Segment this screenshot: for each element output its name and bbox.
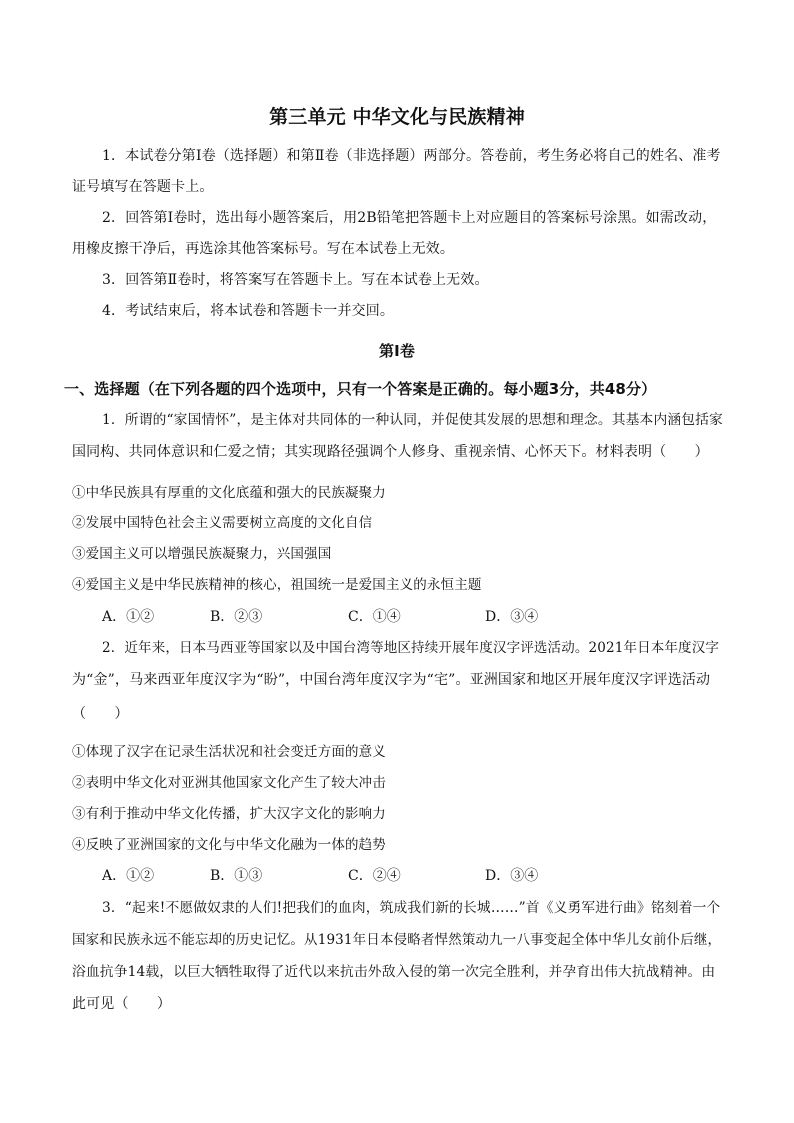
note-2-line-1: 2．回答第Ⅰ卷时，选出每小题答案后，用2B铅笔把答题卡上对应题目的答案标号涂黑。如需改动， <box>102 210 717 226</box>
q1-choice-c[interactable]: C．①④ <box>348 609 401 625</box>
q1-choice-b[interactable]: B．②③ <box>210 609 263 625</box>
q2-statement-2: ②表明中华文化对亚洲其他国家文化产生了较大冲击 <box>72 775 386 791</box>
note-4: 4．考试结束后，将本试卷和答题卡一并交回。 <box>102 303 395 319</box>
q2-choice-a[interactable]: A．①② <box>102 868 155 884</box>
q2-statement-1: ①体现了汉字在记录生活状况和社会变迁方面的意义 <box>72 744 386 760</box>
q1-choice-a[interactable]: A．①② <box>102 609 155 625</box>
q3-stem-line-4: 此可见（ ） <box>72 996 172 1012</box>
q1-stem-line-1: 1．所谓的“家国情怀”，是主体对共同体的一种认同，并促使其发展的思想和理念。其基本内涵包括家 <box>102 412 723 428</box>
q2-stem-line-3: （ ） <box>72 706 129 722</box>
q2-statement-3: ③有利于推动中华文化传播，扩大汉字文化的影响力 <box>72 806 386 822</box>
note-3: 3．回答第Ⅱ卷时，将答案写在答题卡上。写在本试卷上无效。 <box>102 272 489 288</box>
note-1-line-1: 1．本试卷分第Ⅰ卷（选择题）和第Ⅱ卷（非选择题）两部分。答卷前，考生务必将自己的姓名、准考 <box>102 148 721 164</box>
q1-choice-d[interactable]: D．③④ <box>485 609 539 625</box>
note-2-line-2: 用橡皮擦干净后，再选涂其他答案标号。写在本试卷上无效。 <box>72 241 455 257</box>
q1-statement-1: ①中华民族具有厚重的文化底蕴和强大的民族凝聚力 <box>72 485 386 501</box>
volume-title: 第Ⅰ卷 <box>378 342 416 360</box>
q3-stem-line-2: 国家和民族永远不能忘却的历史记忆。从1931年日本侵略者悍然策动九一八事变起全体中华儿女前仆后继， <box>72 932 722 948</box>
q1-statement-2: ②发展中国特色社会主义需要树立高度的文化自信 <box>72 515 373 531</box>
q2-choice-c[interactable]: C．②④ <box>348 868 401 884</box>
note-1-line-2: 证号填写在答题卡上。 <box>72 179 214 195</box>
q2-choice-b[interactable]: B．①③ <box>210 868 263 884</box>
q2-statement-4: ④反映了亚洲国家的文化与中华文化融为一体的趋势 <box>72 837 386 853</box>
q2-stem-line-1: 2．近年来，日本马西亚等国家以及中国台湾等地区持续开展年度汉字评选活动。2021年日本年度汉字 <box>102 640 719 656</box>
page-title: 第三单元 中华文化与民族精神 <box>269 106 525 128</box>
section-header: 一、选择题（在下列各题的四个选项中，只有一个答案是正确的。每小题3分，共48分） <box>64 380 657 398</box>
q1-statement-4: ④爱国主义是中华民族精神的核心，祖国统一是爱国主义的永恒主题 <box>72 577 482 593</box>
q1-stem-line-2: 国同构、共同体意识和仁爱之情；其实现路径强调个人修身、重视亲情、心怀天下。材料表明（ ） <box>72 444 709 460</box>
q3-stem-line-3: 浴血抗争14载，以巨大牺牲取得了近代以来抗击外敌入侵的第一次完全胜利，并孕育出伟大抗战精神。由 <box>72 964 716 980</box>
q2-choice-d[interactable]: D．③④ <box>485 868 539 884</box>
q2-stem-line-2: 为“金”，马来西亚年度汉字为“盼”，中国台湾年度汉字为“宅”。亚洲国家和地区开展年度汉字评选活动 <box>72 672 711 688</box>
q3-stem-line-1: 3．“起来!不愿做奴隶的人们!把我们的血肉，筑成我们新的长城……”首《义勇军进行曲》铭刻着一个 <box>102 900 721 916</box>
q1-statement-3: ③爱国主义可以增强民族凝聚力，兴国强国 <box>72 546 332 562</box>
